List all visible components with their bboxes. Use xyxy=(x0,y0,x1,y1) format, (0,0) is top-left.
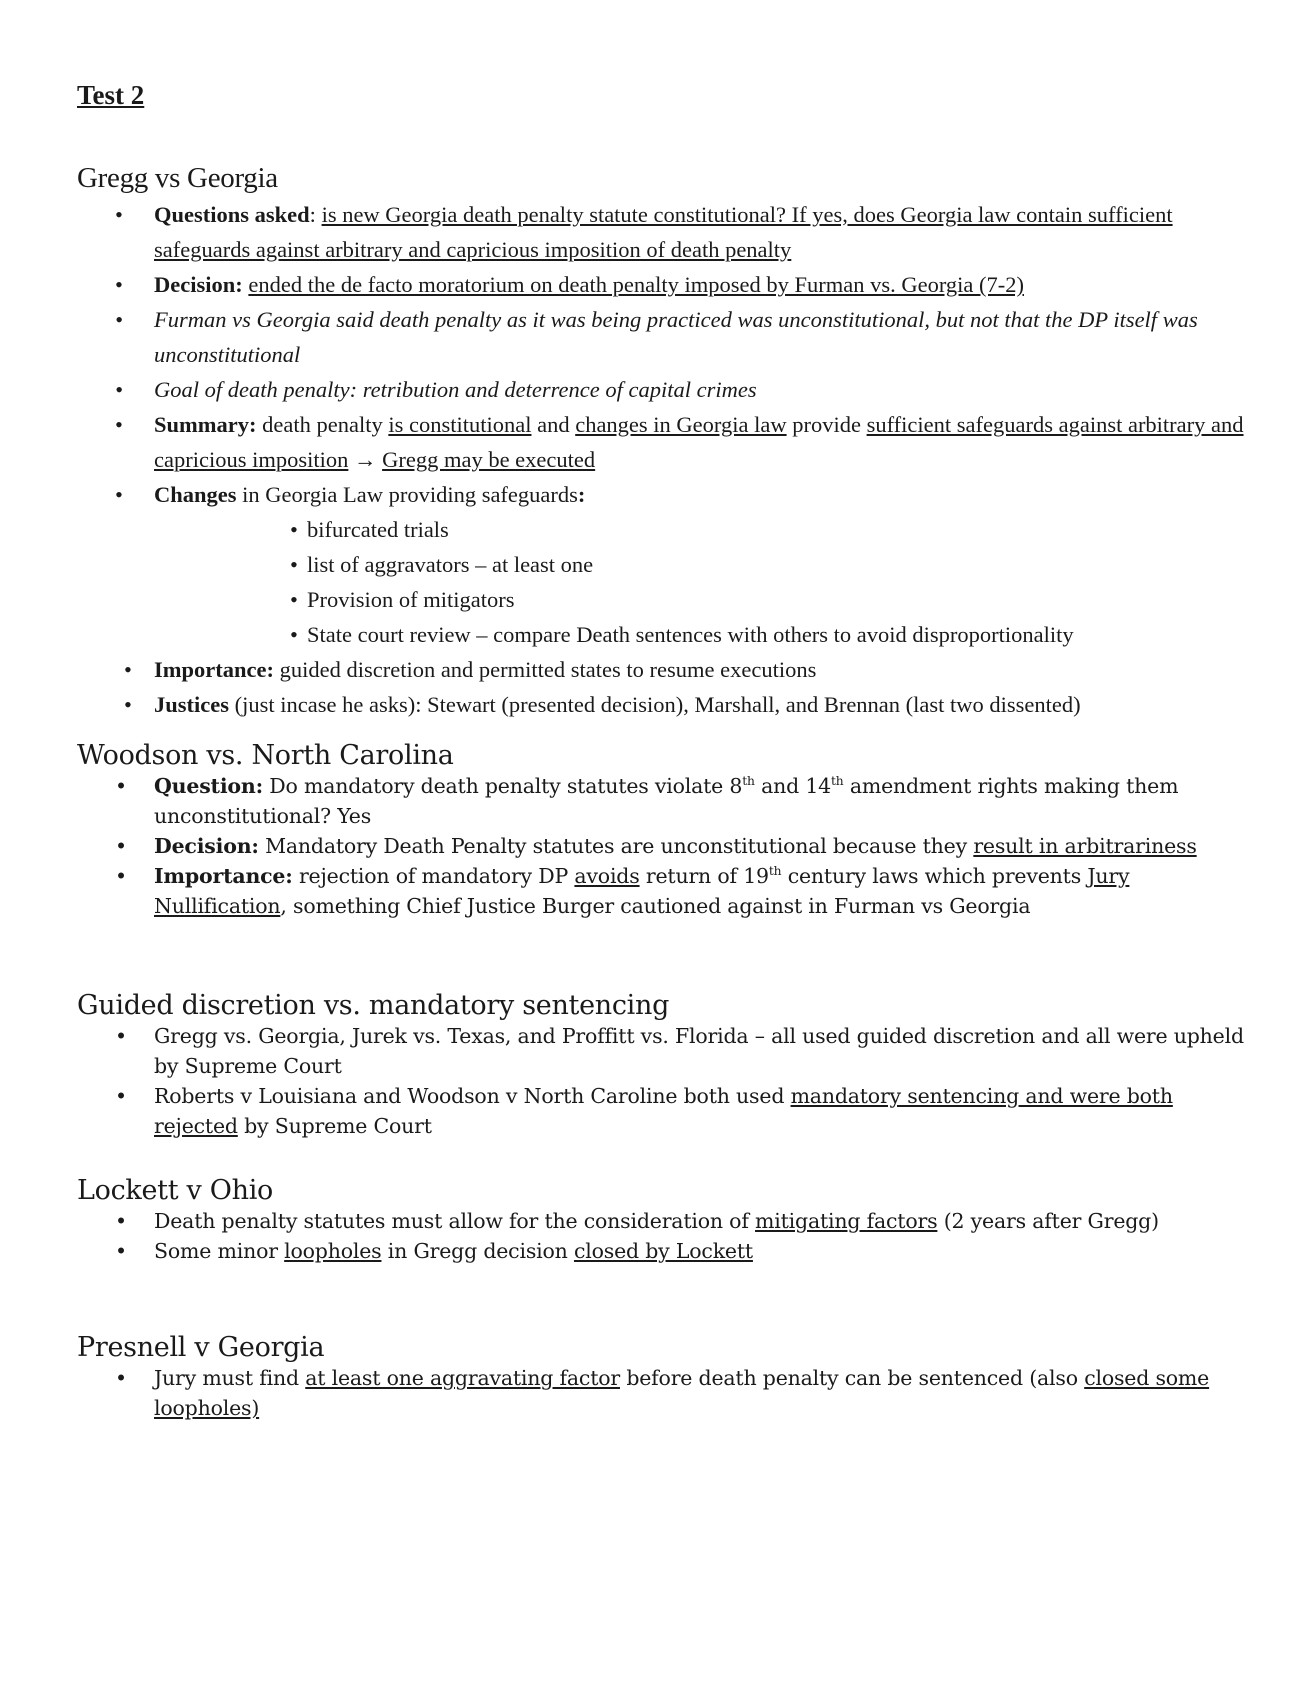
sub-list-item: • Provision of mitigators xyxy=(154,582,1257,617)
list-item: • Some minor loopholes in Gregg decision closed by Lockett xyxy=(77,1236,1257,1266)
bullet-label: Decision: xyxy=(154,834,259,858)
list-item: • Roberts v Louisiana and Woodson v North Caroline both used mandatory sentencing and were both rejected by Supreme Court xyxy=(77,1081,1257,1141)
list-item xyxy=(77,267,1257,302)
list-item: • Importance: rejection of mandatory DP avoids return of 19th century laws which prevents Jury Nullification, something Chief Justice Burger cautioned against in Furman vs Georgia xyxy=(77,861,1257,921)
guided-bullets xyxy=(77,1021,1257,1141)
section-lockett xyxy=(77,1175,1257,1266)
lockett-bullets xyxy=(77,1206,1257,1266)
bullet-label: Importance: xyxy=(154,864,293,888)
list-item: • Importance: guided discretion and permitted states to resume executions xyxy=(77,652,1257,687)
section-heading: Gregg vs Georgia xyxy=(77,162,278,194)
bullet-text: ended the de facto moratorium on death penalty imposed by Furman vs. Georgia (7-2) xyxy=(248,272,1024,297)
section-guided-discretion xyxy=(77,990,1257,1141)
section-heading: Lockett v Ohio xyxy=(77,1175,273,1206)
arrow-icon: → xyxy=(348,447,383,472)
bullet-label: Justices xyxy=(154,692,229,717)
sub-list-item: • State court review – compare Death sentences with others to avoid disproportionality xyxy=(154,617,1257,652)
list-item: • Death penalty statutes must allow for the consideration of mitigating factors (2 years after Gregg) xyxy=(77,1206,1257,1236)
section-heading: Guided discretion vs. mandatory sentencing xyxy=(77,990,670,1021)
list-item: • Goal of death penalty: retribution and deterrence of capital crimes xyxy=(77,372,1257,407)
bullet-text: is new Georgia death penalty statute constitutional? If yes, does Georgia law contain sufficient safeguards against arbitrary and capricious imposition of death penalty xyxy=(154,202,1173,262)
bullet-label: Importance: xyxy=(154,657,274,682)
document-title: Test 2 xyxy=(77,80,145,110)
list-item: • Justices (just incase he asks): Stewart (presented decision), Marshall, and Brennan (last two dissented) xyxy=(77,687,1257,722)
list-item: • Decision: Mandatory Death Penalty statutes are unconstitutional because they result in arbitrariness xyxy=(77,831,1257,861)
section-woodson xyxy=(77,740,1257,921)
gregg-bullets xyxy=(77,197,1257,722)
list-item: • Gregg vs. Georgia, Jurek vs. Texas, and Proffitt vs. Florida – all used guided discretion and all were upheld by Supreme Court xyxy=(77,1021,1257,1081)
list-item: • Jury must find at least one aggravating factor before death penalty can be sentenced (also closed some loopholes) xyxy=(77,1363,1257,1423)
list-item: • Changes in Georgia Law providing safeguards: • bifurcated trials • list of aggravators – at least one • Provision of mitigators • State court review – compare Death sentences with others to avoid disproportionality xyxy=(77,477,1257,652)
list-item: • Summary: death penalty is constitutional and changes in Georgia law provide sufficient safeguards against arbitrary and capricious imposition → Gregg may be executed xyxy=(77,407,1257,477)
list-item: • Questions asked: is new Georgia death penalty statute constitutional? If yes, does Georgia law contain sufficient safeguards against arbitrary and capricious imposition of death penalty xyxy=(77,197,1257,267)
bullet-label: Summary: xyxy=(154,412,257,437)
sub-list-item: • list of aggravators – at least one xyxy=(154,547,1257,582)
bullet-label: Decision: xyxy=(154,272,243,297)
section-heading: Presnell v Georgia xyxy=(77,1332,325,1363)
section-gregg xyxy=(77,162,1257,722)
presnell-bullets xyxy=(77,1363,1257,1423)
section-heading: Woodson vs. North Carolina xyxy=(77,740,454,771)
sub-list-item: • bifurcated trials xyxy=(154,512,1257,547)
woodson-bullets xyxy=(77,771,1257,921)
list-item: • Furman vs Georgia said death penalty as it was being practiced was unconstitutional, but not that the DP itself was unconstitutional xyxy=(77,302,1257,372)
section-presnell xyxy=(77,1332,1257,1423)
bullet-label: Changes xyxy=(154,482,237,507)
changes-sublist xyxy=(154,512,1257,652)
bullet-label: Questions asked xyxy=(154,202,310,227)
bullet-label: Question: xyxy=(154,774,263,798)
list-item: • Question: Do mandatory death penalty statutes violate 8th and 14th amendment rights making them unconstitutional? Yes xyxy=(77,771,1257,831)
